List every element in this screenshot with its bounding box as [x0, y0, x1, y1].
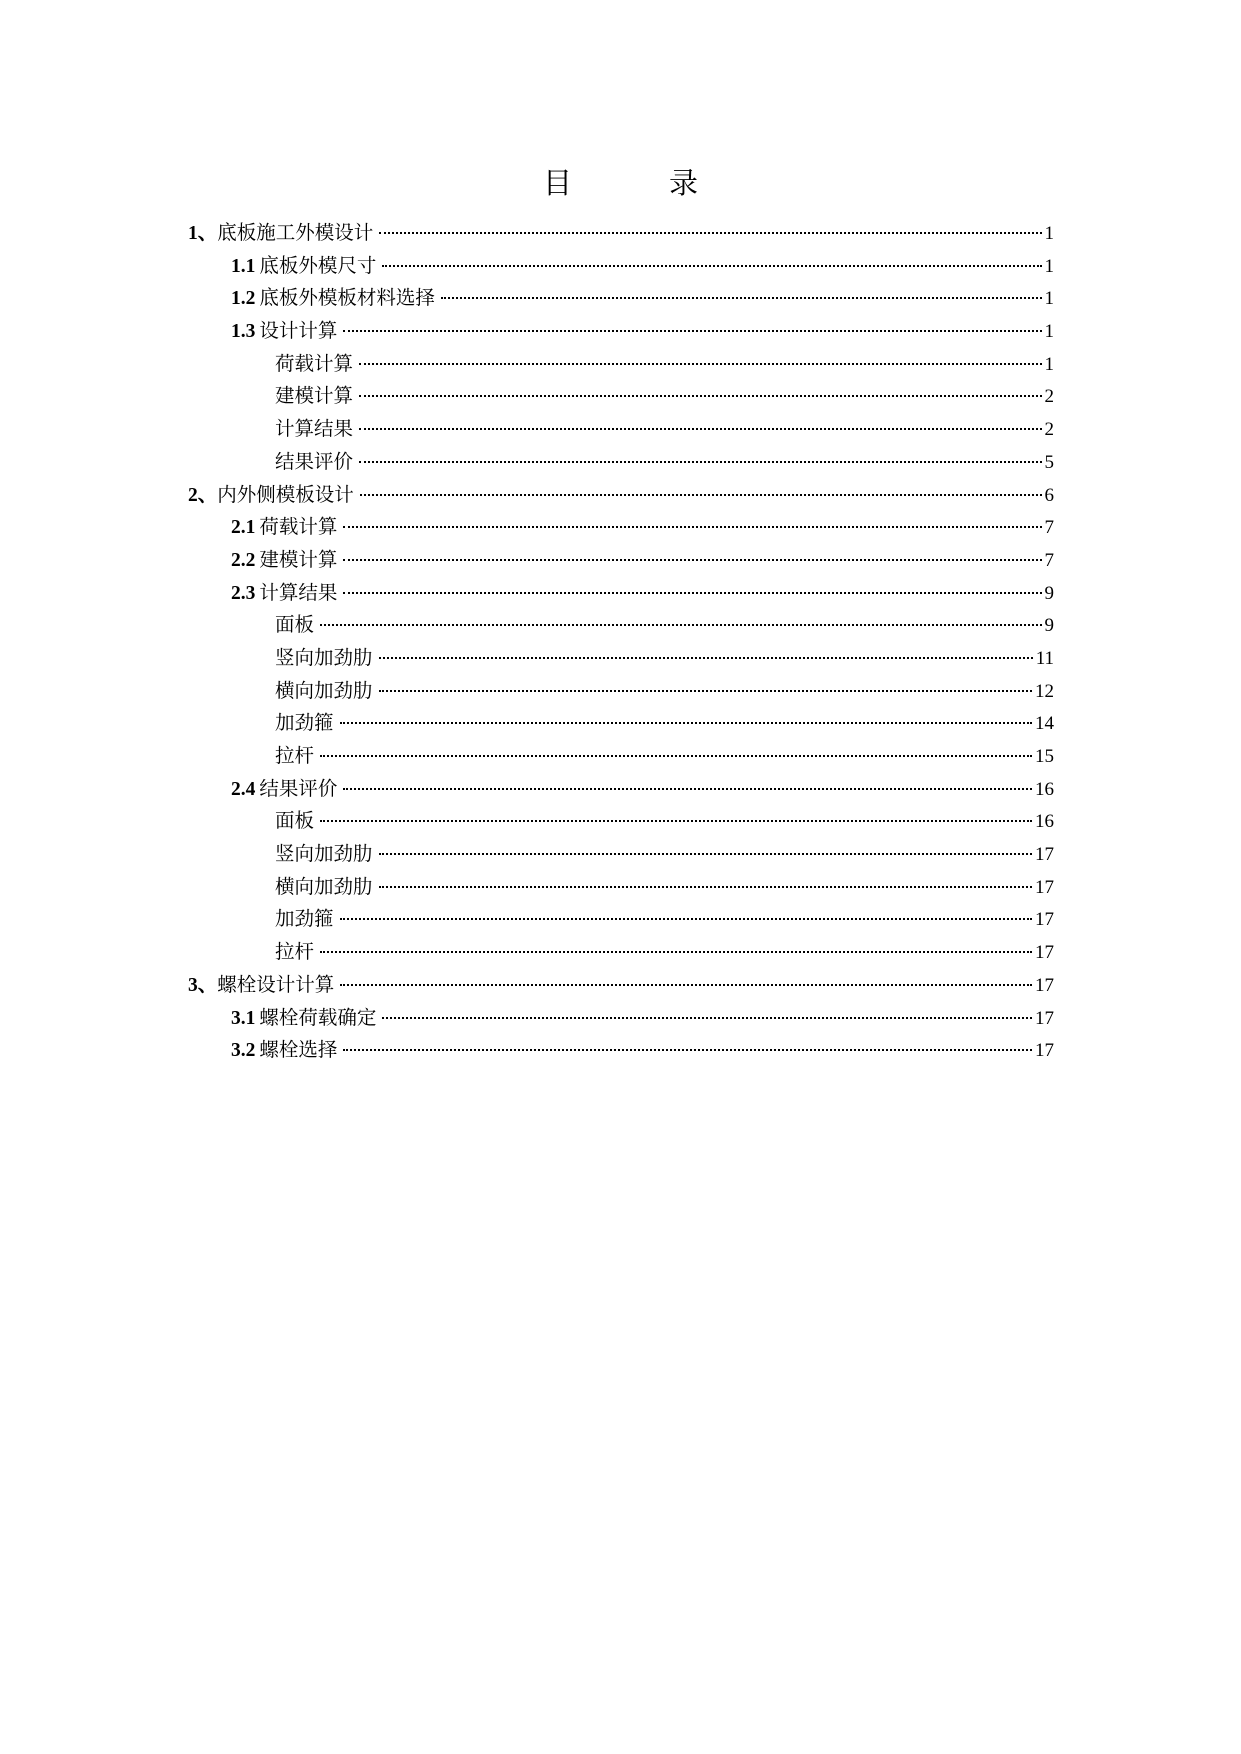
- toc-page-number: 9: [1044, 582, 1054, 604]
- toc-page-number: 17: [1035, 844, 1054, 866]
- toc-entry[interactable]: [188, 544, 1054, 577]
- toc-page-number: 1: [1044, 288, 1054, 310]
- toc-dot-leader: [382, 265, 1041, 267]
- toc-title: 目 录: [542, 166, 732, 200]
- toc-entry-label: 横向加劲肋: [275, 874, 373, 898]
- toc-page-number: 1: [1044, 321, 1054, 343]
- toc-entry[interactable]: [188, 838, 1054, 871]
- toc-page-number: 2: [1044, 419, 1054, 441]
- toc-entry-number: 1.3: [231, 321, 256, 343]
- toc-entry-number: 2.4: [231, 778, 256, 800]
- toc-entry-label: 螺栓设计计算: [217, 972, 335, 996]
- toc-page-number: 7: [1044, 517, 1054, 539]
- toc-entry-label: 竖向加劲肋: [275, 645, 373, 669]
- toc-entry-label: 加劲箍: [275, 907, 334, 931]
- toc-page-number: 1: [1044, 223, 1054, 244]
- toc-dot-leader: [340, 722, 1032, 724]
- toc-entry[interactable]: [188, 446, 1054, 479]
- toc-page-number: 6: [1044, 484, 1054, 506]
- toc-entry-label: 建模计算: [259, 547, 338, 571]
- toc-dot-leader: [382, 1017, 1032, 1019]
- toc-entry-label: 拉杆: [275, 744, 315, 767]
- toc-entry[interactable]: [188, 871, 1054, 904]
- toc-page-number: 17: [1035, 974, 1054, 996]
- toc-entry[interactable]: [188, 315, 1054, 348]
- toc-entry-label: 荷载计算: [259, 515, 338, 539]
- toc-entry-label: 横向加劲肋: [275, 678, 373, 702]
- toc-entry-number: 3.2: [231, 1040, 256, 1062]
- toc-entry-label: 面板: [275, 613, 315, 637]
- toc-entry-label: 螺栓选择: [259, 1038, 338, 1062]
- toc-page-number: 11: [1035, 647, 1054, 669]
- toc-dot-leader: [343, 1049, 1032, 1051]
- toc-entry-label: 底板外模板材料选择: [259, 286, 435, 310]
- toc-entry[interactable]: [188, 479, 1054, 512]
- toc-entry[interactable]: [188, 282, 1054, 315]
- toc-entry-number: 3.1: [231, 1007, 256, 1029]
- toc-page-number: 1: [1044, 353, 1054, 375]
- toc-entry[interactable]: [188, 805, 1054, 838]
- toc-dot-leader: [379, 657, 1033, 659]
- toc-dot-leader: [320, 820, 1032, 822]
- toc-dot-leader: [359, 363, 1041, 365]
- toc-page-number: 17: [1035, 1007, 1054, 1029]
- toc-entry[interactable]: [188, 936, 1054, 969]
- toc-entry[interactable]: [188, 511, 1054, 544]
- toc-dot-leader: [343, 559, 1041, 561]
- toc-dot-leader: [441, 297, 1042, 299]
- toc-entry-number: 2.1: [231, 517, 256, 539]
- toc-dot-leader: [359, 395, 1041, 397]
- toc-entry-label: 加劲箍: [275, 711, 334, 735]
- toc-entry[interactable]: [188, 642, 1054, 675]
- toc-page-number: 14: [1035, 713, 1054, 735]
- toc-entry[interactable]: [188, 413, 1054, 446]
- toc-entry[interactable]: [188, 1034, 1054, 1067]
- toc-entry-label: 面板: [275, 809, 315, 833]
- toc-page-number: 16: [1035, 811, 1054, 833]
- toc-page-number: 17: [1035, 1040, 1054, 1062]
- toc-entry[interactable]: [188, 969, 1054, 1002]
- toc-entry-number: 2、: [188, 484, 218, 506]
- toc-entry-label: 拉杆: [275, 940, 315, 964]
- toc-entry-label: 竖向加劲肋: [275, 842, 373, 866]
- toc-dot-leader: [379, 853, 1032, 855]
- toc-dot-leader: [343, 592, 1041, 594]
- toc-page-number: 17: [1035, 909, 1054, 931]
- toc-entry-label: 结果评价: [275, 449, 354, 473]
- toc-page-number: 9: [1044, 615, 1054, 637]
- table-of-contents: [188, 217, 1054, 1067]
- toc-dot-leader: [340, 918, 1032, 920]
- toc-entry[interactable]: [188, 609, 1054, 642]
- toc-entry-number: 1.2: [231, 288, 256, 310]
- toc-entry[interactable]: [188, 250, 1054, 283]
- toc-entry-label: 设计计算: [259, 319, 338, 343]
- toc-entry-number: 1、: [188, 223, 218, 244]
- toc-dot-leader: [379, 690, 1032, 692]
- toc-dot-leader: [340, 984, 1032, 986]
- toc-entry-label: 荷载计算: [275, 351, 354, 375]
- toc-entry[interactable]: [188, 1002, 1054, 1035]
- toc-page-number: 16: [1035, 778, 1054, 800]
- toc-page-number: 1: [1044, 255, 1054, 277]
- toc-entry-label: 建模计算: [275, 384, 354, 408]
- toc-dot-leader: [343, 526, 1041, 528]
- toc-entry-label: 螺栓荷载确定: [259, 1005, 377, 1029]
- toc-page-number: 17: [1035, 942, 1054, 964]
- toc-dot-leader: [343, 788, 1032, 790]
- toc-page-number: 12: [1035, 680, 1054, 702]
- toc-entry[interactable]: [188, 707, 1054, 740]
- toc-entry[interactable]: [188, 380, 1054, 413]
- toc-dot-leader: [359, 428, 1041, 430]
- toc-entry-label: 底板施工外模设计: [217, 221, 374, 244]
- toc-page-number: 2: [1044, 386, 1054, 408]
- toc-dot-leader: [320, 624, 1041, 626]
- toc-entry-number: 2.3: [231, 582, 256, 604]
- toc-entry-label: 计算结果: [259, 580, 338, 604]
- toc-entry[interactable]: [188, 348, 1054, 381]
- toc-dot-leader: [359, 461, 1041, 463]
- toc-entry[interactable]: [188, 217, 1054, 250]
- toc-entry-number: 2.2: [231, 549, 256, 571]
- toc-entry-number: 1.1: [231, 255, 256, 277]
- toc-entry-label: 计算结果: [275, 417, 354, 441]
- toc-dot-leader: [360, 494, 1042, 496]
- toc-entry-label: 内外侧模板设计: [217, 482, 354, 506]
- toc-page-number: 17: [1035, 876, 1054, 898]
- toc-dot-leader: [343, 330, 1041, 332]
- toc-entry-label: 结果评价: [259, 776, 338, 800]
- toc-entry-label: 底板外模尺寸: [259, 253, 377, 277]
- toc-dot-leader: [379, 232, 1041, 234]
- toc-dot-leader: [320, 951, 1032, 953]
- toc-page-number: 7: [1044, 549, 1054, 571]
- toc-entry[interactable]: [188, 675, 1054, 708]
- toc-entry[interactable]: [188, 773, 1054, 806]
- toc-entry[interactable]: [188, 903, 1054, 936]
- toc-entry-number: 3、: [188, 974, 218, 996]
- toc-entry[interactable]: [188, 740, 1054, 773]
- toc-entry[interactable]: [188, 577, 1054, 610]
- toc-dot-leader: [320, 755, 1032, 757]
- toc-page-number: 15: [1035, 746, 1054, 767]
- toc-page-number: 5: [1044, 451, 1054, 473]
- toc-dot-leader: [379, 886, 1032, 888]
